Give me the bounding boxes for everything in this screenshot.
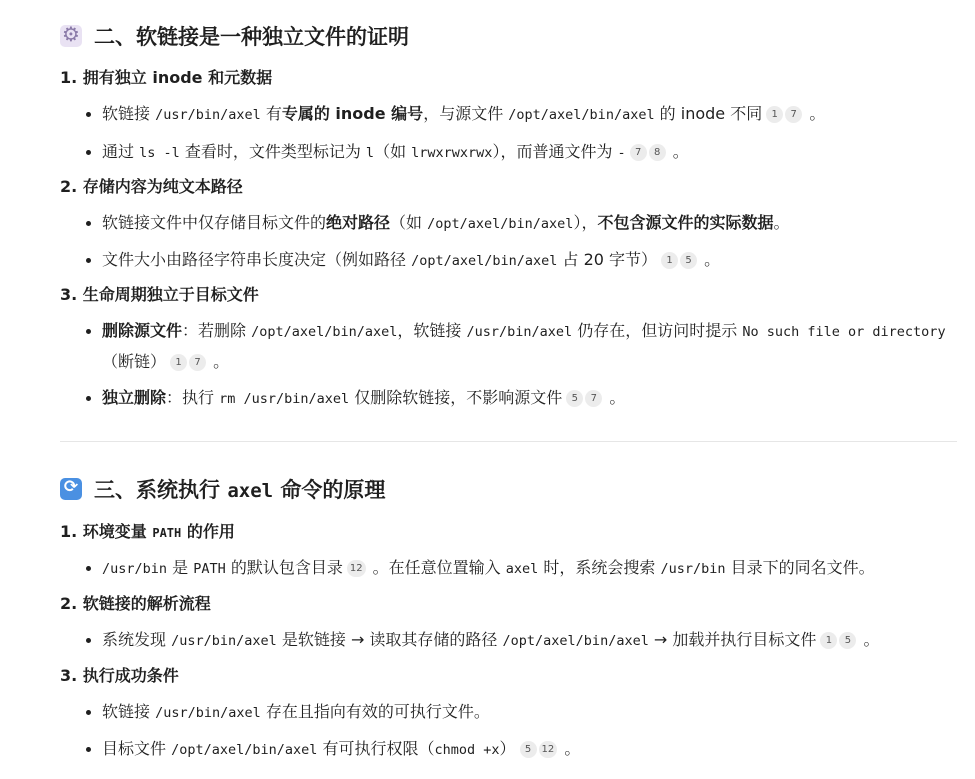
citation-badge[interactable]: 5	[520, 741, 537, 758]
citation-badge[interactable]: 12	[539, 741, 558, 758]
citation-badge[interactable]: 7	[630, 144, 647, 161]
bullet-list	[60, 99, 960, 168]
citation-badge[interactable]: 7	[189, 354, 206, 371]
citation-badge[interactable]: 5	[839, 632, 856, 649]
section-heading-3-text: 三、系统执行 axel 命令的原理	[94, 478, 386, 502]
list-item: /usr/bin 是 PATH 的默认包含目录 12 。在任意位置输入 axel 时，系统会搜索 /usr/bin 目录下的同名文件。	[60, 553, 960, 584]
citation-group	[520, 734, 560, 764]
list-item: 软链接文件中仅存储目标文件的绝对路径（如 /opt/axel/bin/axel），不包含源文件的实际数据。	[60, 208, 960, 239]
section-heading-3	[60, 471, 385, 507]
bullet-list	[60, 697, 960, 765]
citation-group	[170, 347, 208, 377]
citation-badge[interactable]: 5	[680, 252, 697, 269]
subheading: 3. 生命周期独立于目标文件	[60, 285, 259, 304]
citation-group	[766, 99, 804, 129]
citation-badge[interactable]: 12	[347, 560, 366, 577]
list-item: 系统发现 /usr/bin/axel 是软链接 → 读取其存储的路径 /opt/axel/bin/axel → 加载并执行目标文件 1 5 。	[60, 625, 960, 656]
citation-group	[661, 245, 699, 275]
subheading: 2. 存储内容为纯文本路径	[60, 177, 243, 196]
list-item: 文件大小由路径字符串长度决定（例如路径 /opt/axel/bin/axel 占 20 字节） 1 5 。	[60, 245, 960, 276]
bullet-list	[60, 316, 960, 414]
bullet-list	[60, 208, 960, 276]
citation-badge[interactable]: 1	[170, 354, 187, 371]
citation-group	[820, 625, 858, 655]
list-item: 软链接 /usr/bin/axel 有专属的 inode 编号，与源文件 /opt/axel/bin/axel 的 inode 不同 1 7 。	[60, 99, 960, 130]
citation-badge[interactable]: 1	[766, 106, 783, 123]
list-item: 独立删除：执行 rm /usr/bin/axel 仅删除软链接，不影响源文件 5 7 。	[60, 383, 960, 414]
citation-group	[347, 553, 368, 583]
citation-group	[630, 137, 668, 167]
citation-badge[interactable]: 7	[785, 106, 802, 123]
gear-icon	[60, 25, 82, 47]
bullet-list	[60, 625, 960, 656]
citation-badge[interactable]: 5	[566, 390, 583, 407]
subheading: 1. 环境变量 PATH 的作用	[60, 522, 235, 541]
bullet-list	[60, 553, 960, 584]
citation-badge[interactable]: 7	[585, 390, 602, 407]
section-heading-2	[60, 18, 409, 54]
subheading: 1. 拥有独立 inode 和元数据	[60, 68, 273, 87]
section-heading-2-text: 二、软链接是一种独立文件的证明	[94, 25, 409, 49]
citation-group	[566, 383, 604, 413]
list-item: 软链接 /usr/bin/axel 存在且指向有效的可执行文件。	[60, 697, 960, 728]
refresh-icon	[60, 478, 82, 500]
citation-badge[interactable]: 8	[649, 144, 666, 161]
citation-badge[interactable]: 1	[661, 252, 678, 269]
list-item: 目标文件 /opt/axel/bin/axel 有可执行权限（chmod +x） 5 12 。	[60, 734, 960, 765]
list-item: 删除源文件：若删除 /opt/axel/bin/axel，软链接 /usr/bin/axel 仍存在，但访问时提示 No such file or directory（断链） 1 7 。	[60, 316, 960, 377]
subheading: 2. 软链接的解析流程	[60, 594, 211, 613]
subheading: 3. 执行成功条件	[60, 666, 179, 685]
list-item: 通过 ls -l 查看时，文件类型标记为 l（如 lrwxrwxrwx），而普通文件为 - 7 8 。	[60, 137, 960, 168]
citation-badge[interactable]: 1	[820, 632, 837, 649]
section-divider	[60, 441, 957, 442]
